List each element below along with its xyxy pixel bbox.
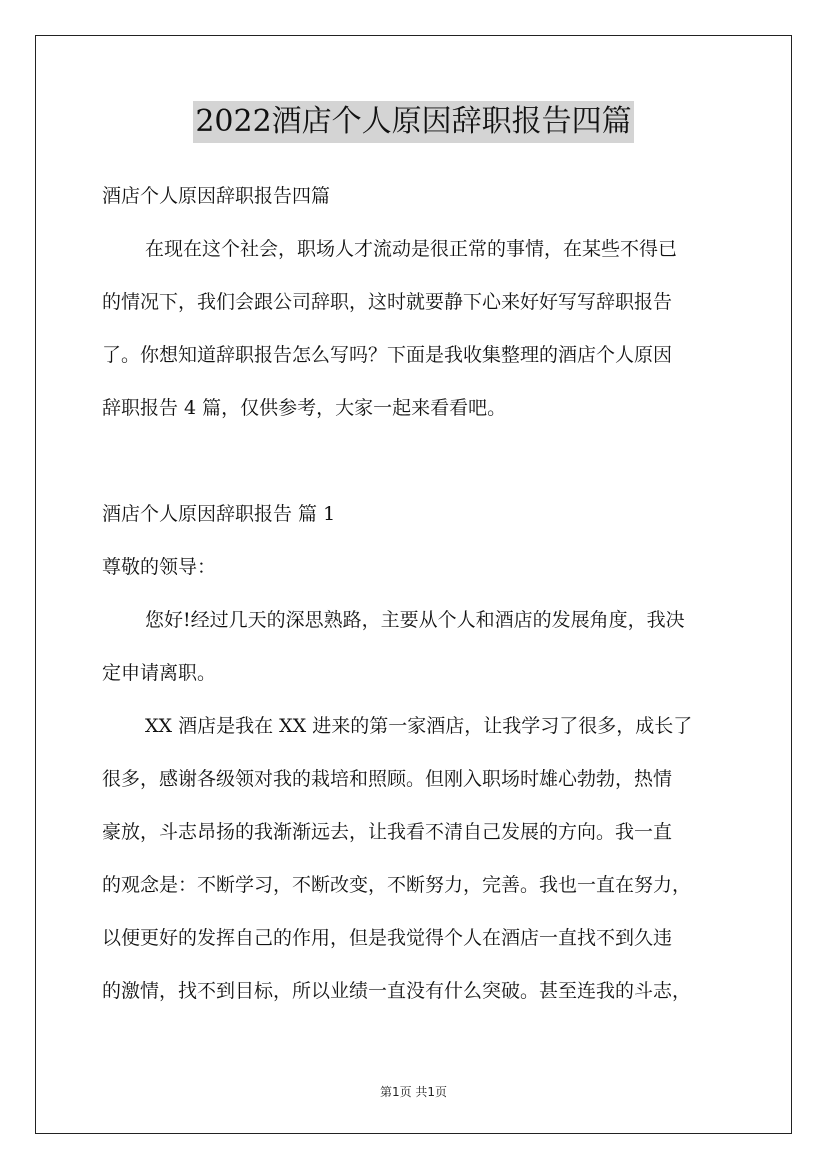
paragraph-line: XX 酒店是我在 XX 进来的第一家酒店，让我学习了很多，成长了 bbox=[145, 715, 693, 737]
document-body bbox=[102, 170, 742, 1018]
paragraph-line: 您好!经过几天的深思熟路，主要从个人和酒店的发展角度，我决 bbox=[145, 609, 685, 631]
document-subtitle: 酒店个人原因辞职报告四篇 bbox=[102, 185, 331, 207]
paragraph-line: 很多，感谢各级领对我的栽培和照顾。但刚入职场时雄心勃勃，热情 bbox=[102, 768, 673, 790]
intro-line: 辞职报告 4 篇，仅供参考，大家一起来看看吧。 bbox=[102, 397, 507, 419]
intro-line: 了。你想知道辞职报告怎么写吗？下面是我收集整理的酒店个人原因 bbox=[102, 344, 673, 366]
intro-line: 在现在这个社会，职场人才流动是很正常的事情，在某些不得已 bbox=[145, 238, 678, 260]
paragraph-line: 定申请离职。 bbox=[102, 662, 217, 684]
paragraph-line: 以便更好的发挥自己的作用，但是我觉得个人在酒店一直找不到久违 bbox=[102, 927, 673, 949]
section-heading: 酒店个人原因辞职报告 篇 1 bbox=[102, 503, 336, 525]
salutation: 尊敬的领导： bbox=[102, 556, 217, 578]
page-number: 第1页 共1页 bbox=[379, 1085, 448, 1099]
paragraph-line: 的观念是：不断学习，不断改变，不断努力，完善。我也一直在努力， bbox=[102, 874, 692, 896]
document-title: 2022酒店个人原因辞职报告四篇 bbox=[193, 101, 633, 143]
paragraph-line: 豪放，斗志昂扬的我渐渐远去，让我看不清自己发展的方向。我一直 bbox=[102, 821, 673, 843]
intro-line: 的情况下，我们会跟公司辞职，这时就要静下心来好好写写辞职报告 bbox=[102, 291, 673, 313]
paragraph-line: 的激情，找不到目标，所以业绩一直没有什么突破。甚至连我的斗志， bbox=[102, 980, 692, 1002]
blank-line bbox=[102, 435, 742, 488]
title-container bbox=[0, 101, 827, 143]
